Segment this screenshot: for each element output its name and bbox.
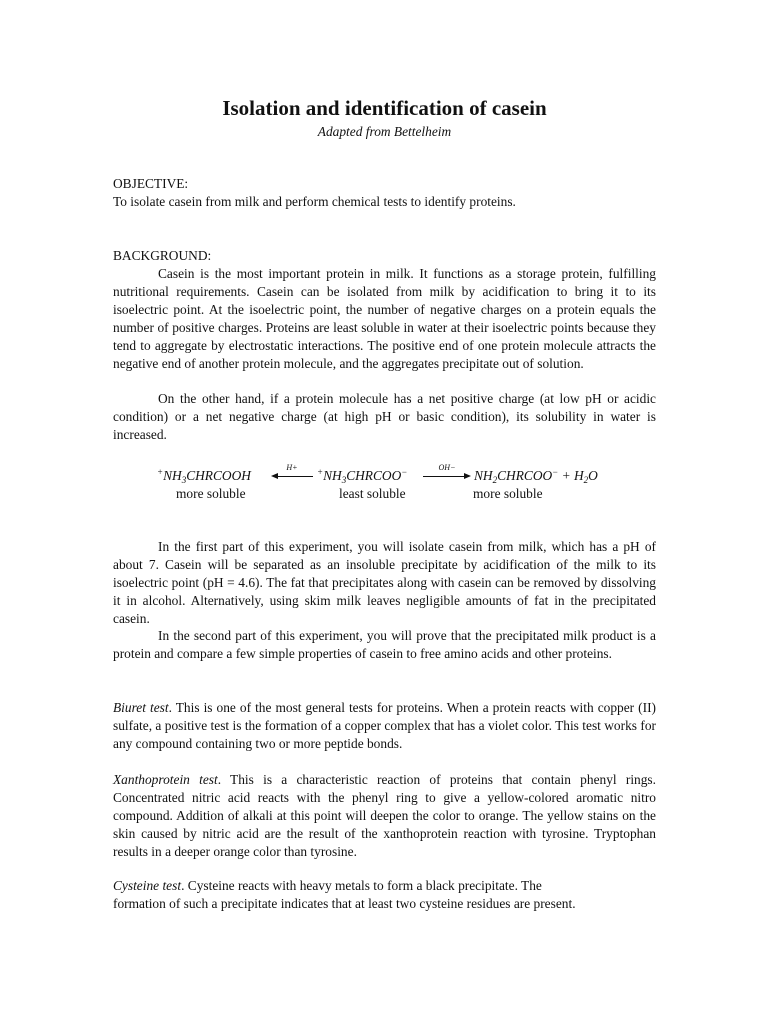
experiment-paragraph-1: In the first part of this experiment, you will isolate casein from milk, which has a pH of about 7. Casein will be separated as an insoluble precipitate by acidification of the milk to its isoelectric point (pH = 4.6). The fat that precipitates along with casein can be removed by dissolving it in alcohol. Alternatively, using skim milk leaves negligible amounts of fat in the precipitated casein. (113, 539, 656, 626)
background-paragraph-2: On the other hand, if a protein molecule has a net positive charge (at low pH or acidic condition) or a net negative charge (at high pH or basic condition), its solubility in water is increased. (113, 391, 656, 442)
background-heading: BACKGROUND: (113, 248, 212, 263)
species-zwitterion: $^+NH_3CHRCOO^-$ (317, 467, 408, 485)
biuret-test-paragraph: Biuret test. This is one of the most general tests for proteins. When a protein reacts with copper (II) sulfate, a positive test is the formation of a copper complex that has a violet color. This test works for any compound containing two or more peptide bonds. (113, 700, 657, 751)
experiment-paragraph-2: In the second part of this experiment, you will prove that the precipitated milk product is a protein and compare a few simple properties of casein to free amino acids and other proteins. (113, 628, 656, 661)
cysteine-test-line-2: formation of such a precipitate indicates that at least two cysteine residues are present. (113, 896, 576, 911)
objective-text: To isolate casein from milk and perform chemical tests to identify proteins. (113, 194, 516, 209)
xanthoprotein-test-name: Xanthoprotein test (113, 772, 218, 787)
document-subtitle: Adapted from Bettelheim (317, 124, 452, 139)
cysteine-test-name: Cysteine test (113, 878, 182, 893)
label-least-soluble: least soluble (339, 486, 406, 501)
species-cation: $^+NH_3CHRCOOH$ (157, 467, 251, 485)
solubility-equation (113, 458, 656, 506)
objective-heading: OBJECTIVE: (113, 176, 189, 191)
background-paragraph-1: Casein is the most important protein in milk. It functions as a storage protein, fulfilling nutritional requirements. Casein can be isolated from milk by acidification to bring it to its isoelectric point. At the isoelectric point, the number of negative charges on a protein equals the number of positive charges. Proteins are least soluble in water at their isoelectric points because they tend to aggregate by electrostatic interactions. The positive end of one protein molecule attracts the negative end of another protein molecule, and the aggregates precipitate out of solution. (113, 266, 656, 371)
acid-arrow (271, 463, 313, 483)
cysteine-test-line-1: Cysteine test. Cysteine reacts with heavy metals to form a black precipitate. The (113, 878, 542, 893)
species-anion: $NH_2CHRCOO^- + H_2O$ (474, 467, 598, 485)
xanthoprotein-test-paragraph: Xanthoprotein test. This is a characteristic reaction of proteins that contain phenyl rings. Concentrated nitric acid reacts with the phenyl ring to give a yellow-colored aromatic nitro compound. Addition of alkali at this point will deepen the color to orange. The yellow stains on the skin caused by nitric acid are the result of the xanthoprotein reaction with tyrosine. Tryptophan results in a deeper orange color than tyrosine. (113, 772, 656, 859)
base-condition: OH− (438, 463, 456, 472)
label-more-soluble-1: more soluble (176, 486, 246, 501)
biuret-test-name: Biuret test (113, 700, 169, 715)
label-more-soluble-2: more soluble (473, 486, 543, 501)
right-arrowhead-icon (464, 473, 471, 479)
document-title: Isolation and identification of casein (222, 96, 547, 120)
base-arrow (423, 463, 471, 483)
acid-condition: H+ (286, 463, 298, 472)
